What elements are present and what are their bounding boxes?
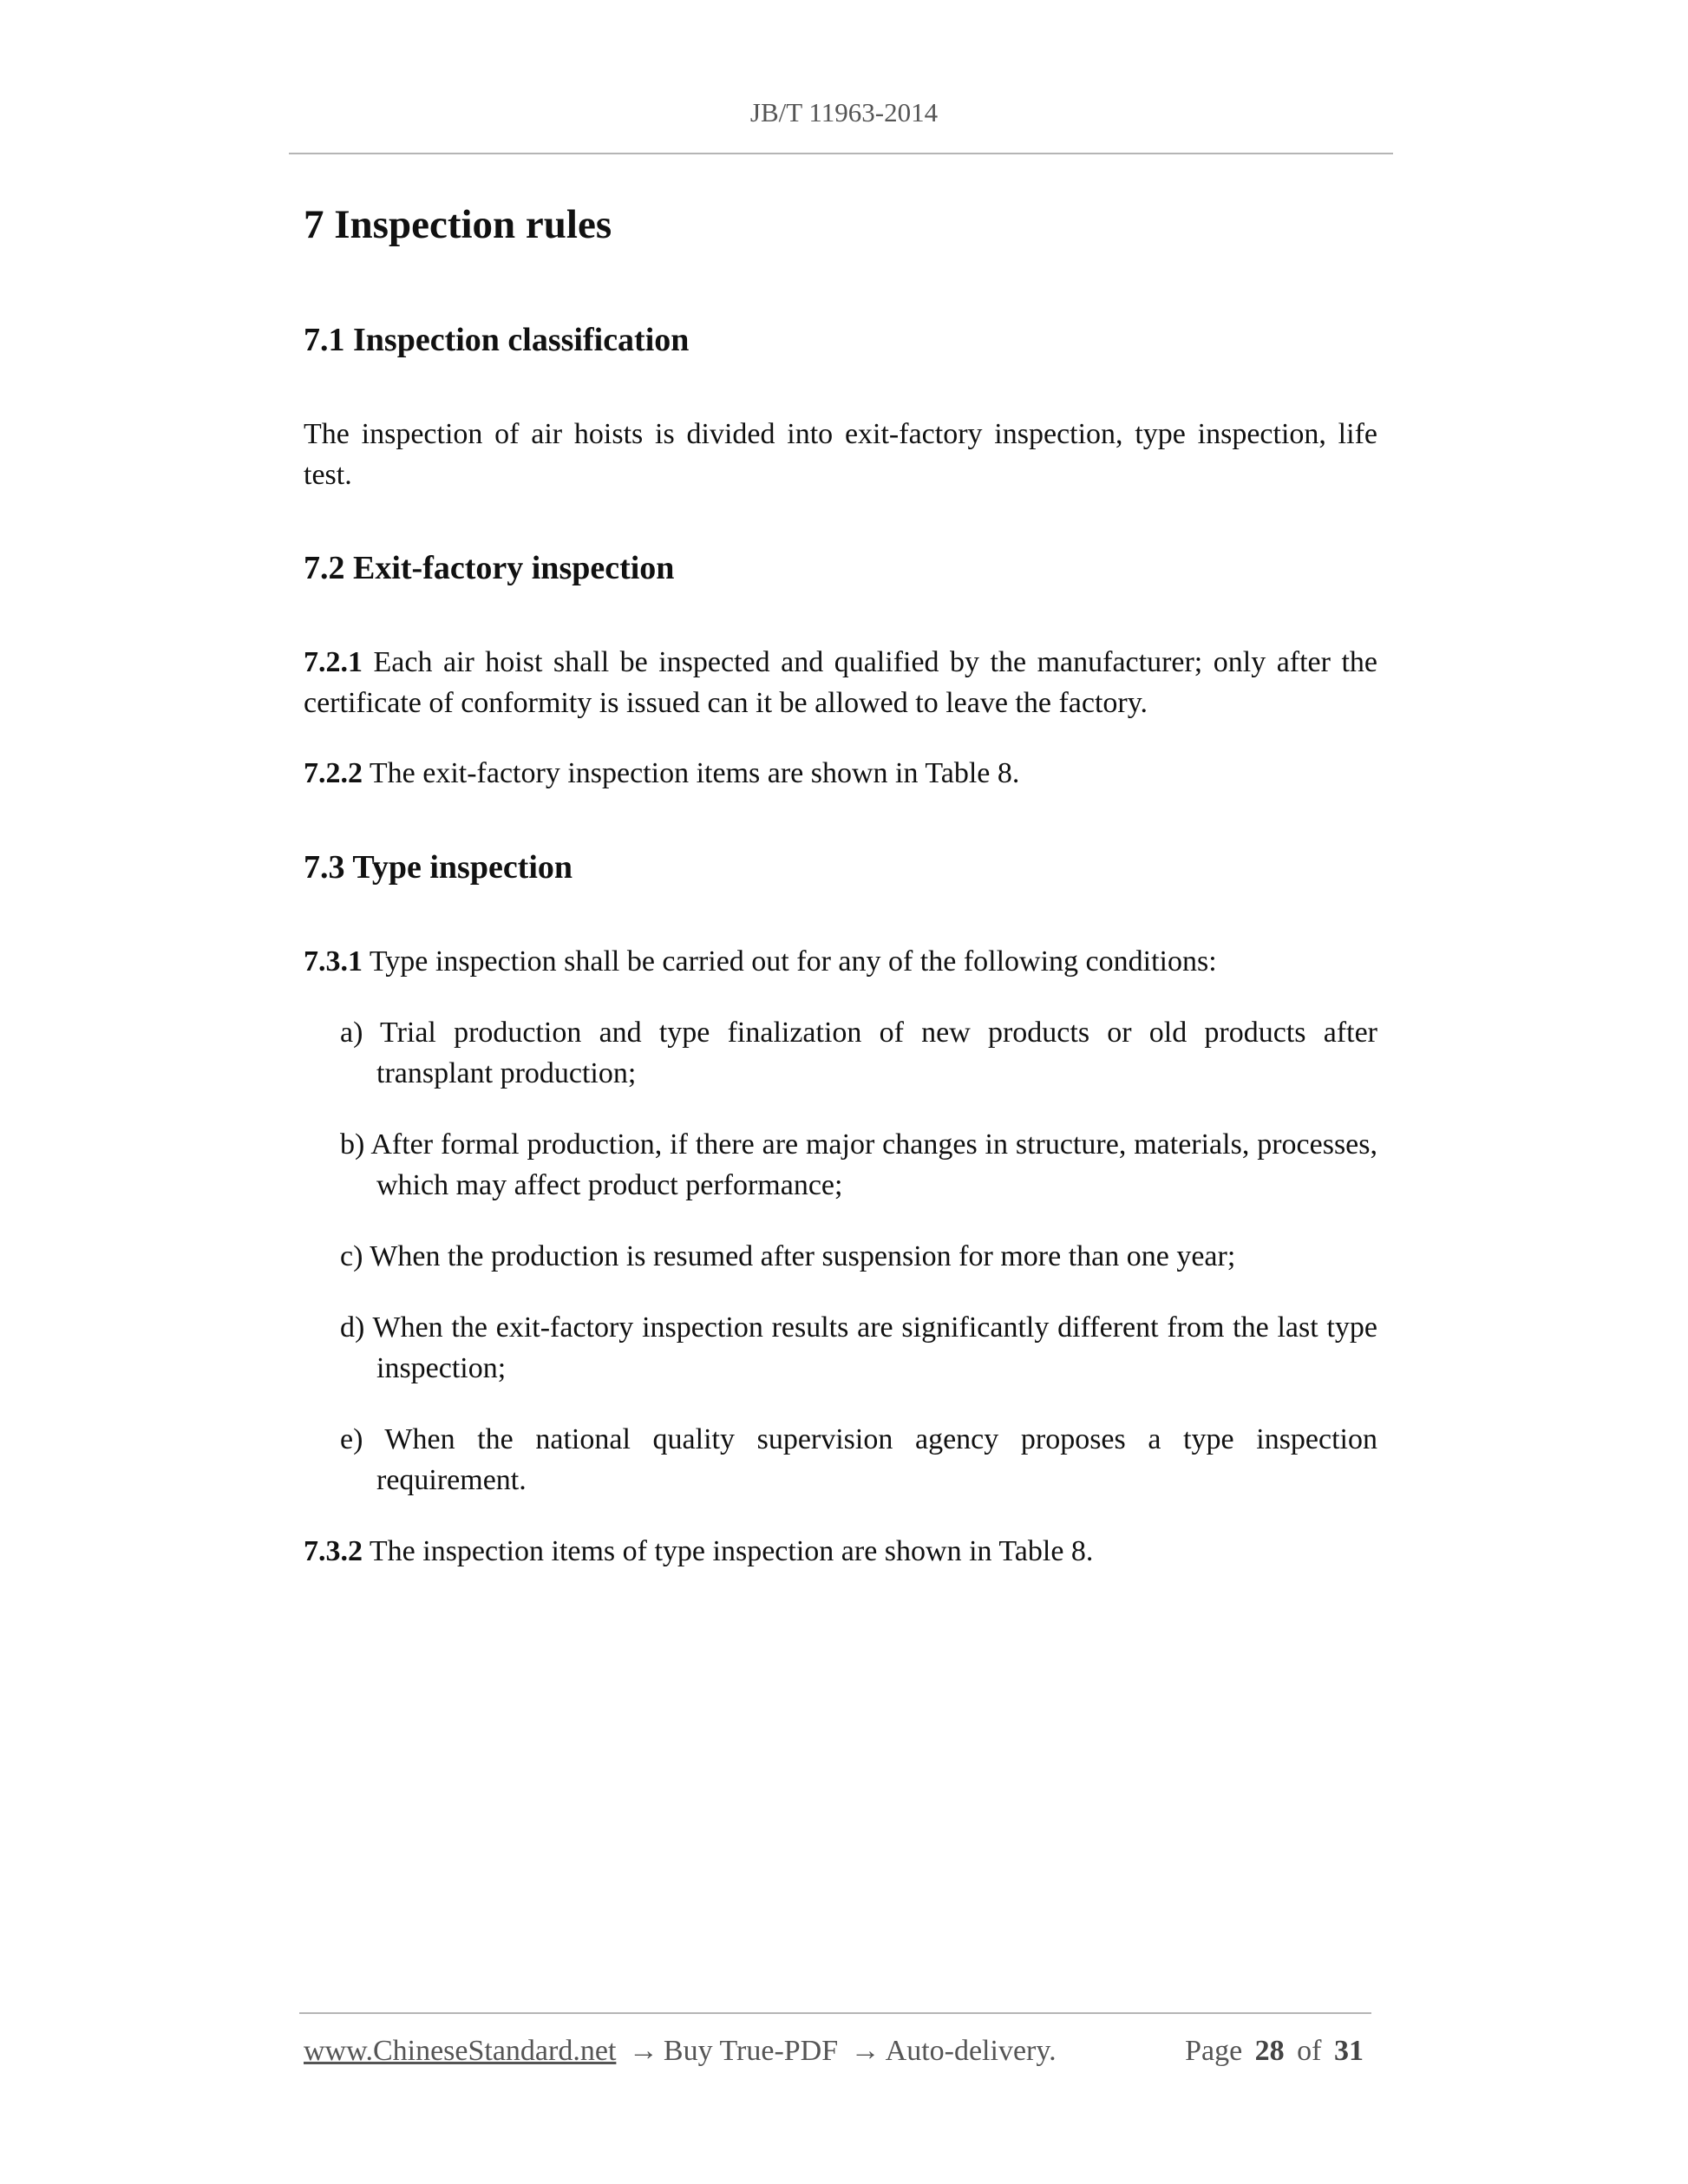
list-item: b) After formal production, if there are major changes in structure, materials, processes, which may affect product performance; (340, 1128, 1377, 1201)
page-footer (304, 2035, 1371, 2068)
buy-pdf-text: Buy True-PDF (663, 2035, 839, 2067)
auto-delivery-text: Auto-delivery. (885, 2035, 1057, 2067)
clause-7-2-2 (304, 753, 1377, 794)
clause-number: 7.3.1 (304, 945, 363, 978)
page-indicator (1185, 2035, 1369, 2068)
arrow-right-icon: → (628, 2035, 658, 2067)
list-item: a) Trial production and type finalization of new products or old products after transplant production; (340, 1017, 1377, 1089)
document-code: JB/T 11963-2014 (749, 97, 939, 128)
section-7-heading: 7 Inspection rules (304, 202, 612, 247)
page-label: Page (1185, 2035, 1243, 2067)
section-7-2-heading: 7.2 Exit-factory inspection (304, 550, 675, 586)
list-item: d) When the exit-factory inspection results are significantly different from the last type inspection; (340, 1311, 1377, 1384)
footer-divider (299, 2012, 1371, 2014)
page-current: 28 (1254, 2035, 1285, 2067)
list-item: e) When the national quality supervision agency proposes a type inspection requirement. (340, 1423, 1377, 1496)
clause-number: 7.3.2 (304, 1535, 363, 1567)
clause-text: Each air hoist shall be inspected and qualified by the manufacturer; only after the certificate of conformity is issued can it be allowed to leave the factory. (304, 646, 1378, 719)
site-link[interactable]: www.ChineseStandard.net (304, 2035, 617, 2067)
page-total: 31 (1334, 2035, 1364, 2067)
clause-number: 7.2.1 (304, 646, 363, 678)
clause-number: 7.2.2 (304, 757, 363, 789)
clause-7-3-1 (304, 941, 1377, 982)
clause-7-2-1 (304, 642, 1377, 723)
clause-text: Type inspection shall be carried out for any of the following conditions: (369, 945, 1217, 978)
clause-text: The inspection items of type inspection are shown in Table 8. (369, 1535, 1094, 1567)
section-7-1-heading: 7.1 Inspection classification (304, 322, 690, 358)
section-7-3-heading: 7.3 Type inspection (304, 849, 573, 886)
clause-text: The exit-factory inspection items are shown in Table 8. (369, 757, 1020, 789)
section-7-1-text: The inspection of air hoists is divided into exit-factory inspection, type inspection, life test. (304, 418, 1377, 491)
page-of-label: of (1297, 2035, 1322, 2067)
arrow-right-icon: → (850, 2035, 880, 2067)
header-divider (289, 153, 1393, 154)
list-item: c) When the production is resumed after suspension for more than one year; (340, 1240, 1236, 1272)
clause-7-3-2 (304, 1531, 1377, 1572)
